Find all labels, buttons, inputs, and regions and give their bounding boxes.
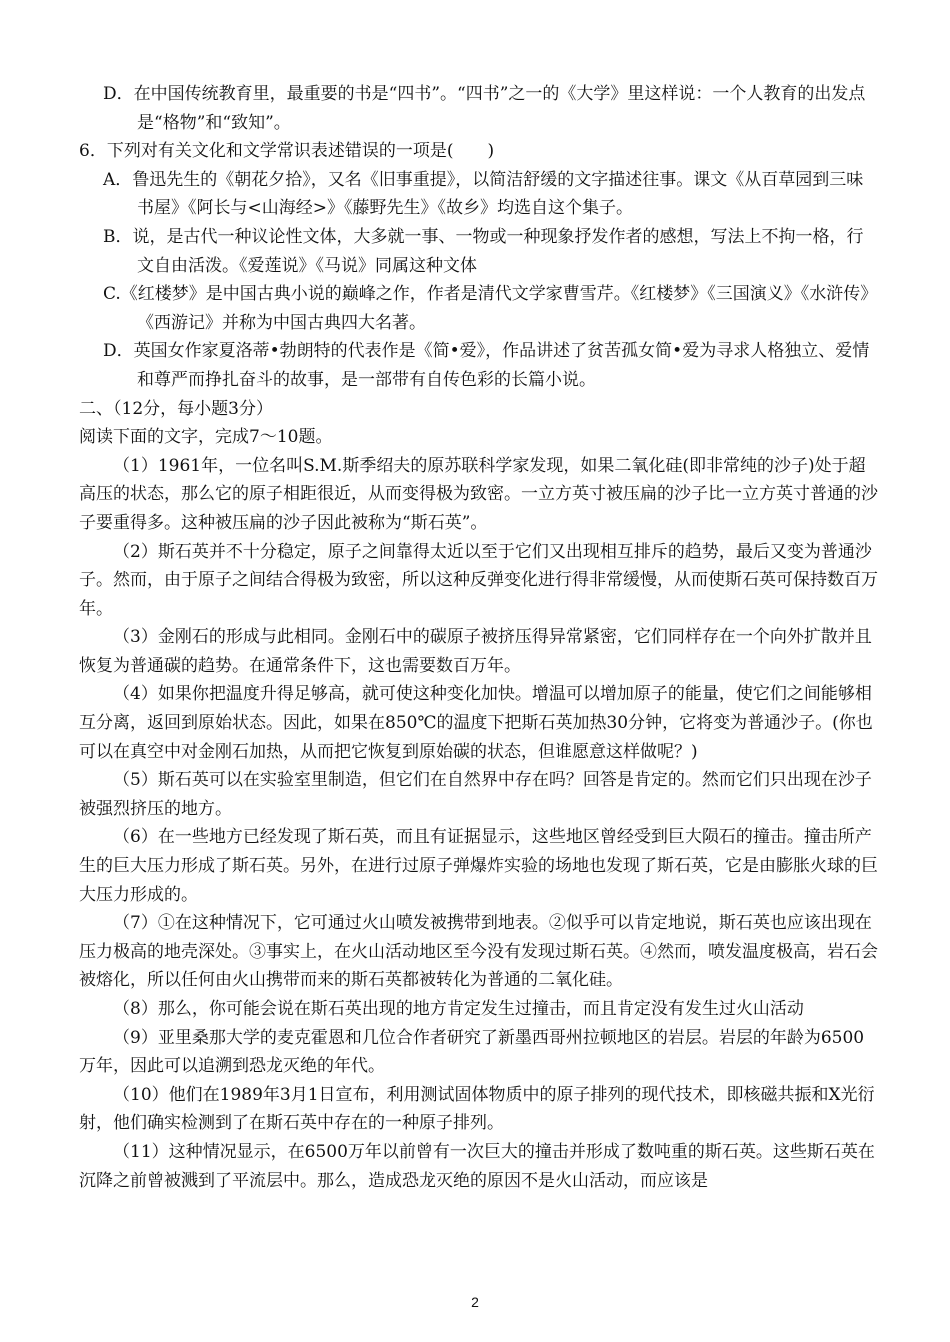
passage-paragraph-7: （7）①在这种情况下，它可通过火山喷发被携带到地表。②似乎可以肯定地说，斯石英也应该出现在压力极高的地壳深处。③事实上，在火山活动地区至今没有发现过斯石英。④然而，喷发温度极高，岩石会被熔化，所以任何由火山携带而来的斯石英都被转化为普通的二氧化硅。 [79,913,878,991]
page-number: 2 [471,1294,479,1310]
q6-option-b: B．说，是古代一种议论性文体，大多就一事、一物或一种现象抒发作者的感想，写法上不拘一格，行文自由活泼。《爱莲说》《马说》同属这种文体 [103,226,864,276]
passage-paragraph-4: （4）如果你把温度升得足够高，就可使这种变化加快。增温可以增加原子的能量，使它们之间能够相互分离，返回到原始状态。因此，如果在850℃的温度下把斯石英加热30分钟，它将变为普通沙子。(你也可以在真空中对金刚石加热，从而把它恢复到原始碳的状态，但谁愿意这样做呢？) [79,684,873,762]
exam-page-body [79,80,879,1195]
passage-paragraph-1: （1）1961年，一位名叫S.M.斯季绍夫的原苏联科学家发现，如果二氧化硅(即非常纯的沙子)处于超高压的状态，那么它的原子相距很近，从而变得极为致密。一立方英寸被压扁的沙子比一立方英寸普通的沙子要重得多。这种被压扁的沙子因此被称为“斯石英”。 [79,455,878,533]
q6-option-c: C.《红楼梦》是中国古典小说的巅峰之作，作者是清代文学家曹雪芹。《红楼梦》《三国演义》《水浒传》《西游记》并称为中国古典四大名著。 [103,284,878,333]
passage-paragraph-6: （6）在一些地方已经发现了斯石英，而且有证据显示，这些地区曾经受到巨大陨石的撞击。撞击所产生的巨大压力形成了斯石英。另外，在进行过原子弹爆炸实验的场地也发现了斯石英，它是由膨胀火球的巨大压力形成的。 [79,827,878,905]
q6-option-d: D．英国女作家夏洛蒂•勃朗特的代表作是《简•爱》，作品讲述了贫苦孤女简•爱为寻求人格独立、爱情和尊严而挣扎奋斗的故事，是一部带有自传色彩的长篇小说。 [103,341,870,390]
passage-paragraph-5: （5）斯石英可以在实验室里制造，但它们在自然界中存在吗？回答是肯定的。然而它们只出现在沙子被强烈挤压的地方。 [79,770,872,819]
q5-option-d: D．在中国传统教育里，最重要的书是“四书”。“四书”之一的《大学》里这样说：一个人教育的出发点是“格物”和“致知”。 [103,84,866,133]
passage-paragraph-9: （9）亚里桑那大学的麦克霍恩和几位合作者研究了新墨西哥州拉顿地区的岩层。岩层的年龄为6500万年，因此可以追溯到恐龙灭绝的年代。 [79,1027,865,1077]
reading-instruction: 阅读下面的文字，完成7～10题。 [79,427,333,448]
passage-paragraph-10: （10）他们在1989年3月1日宣布，利用测试固体物质中的原子排列的现代技术，即核磁共振和X光衍射，他们确实检测到了在斯石英中存在的一种原子排列。 [79,1084,875,1134]
q6-option-a: A．鲁迅先生的《朝花夕拾》，又名《旧事重提》，以简洁舒缓的文字描述往事。课文《从百草园到三味书屋》《阿长与<山海经>》《藤野先生》《故乡》均选自这个集子。 [103,169,864,219]
passage-paragraph-11: （11）这种情况显示，在6500万年以前曾有一次巨大的撞击并形成了数吨重的斯石英。这些斯石英在沉降之前曾被溅到了平流层中。那么，造成恐龙灭绝的原因不是火山活动，而应该是 [79,1141,875,1191]
question-6-stem: 6．下列对有关文化和文学常识表述错误的一项是( ) [79,141,495,162]
passage-paragraph-8: （8）那么，你可能会说在斯石英出现的地方肯定发生过撞击，而且肯定没有发生过火山活动 [113,999,804,1019]
passage-paragraph-2: （2）斯石英并不十分稳定，原子之间靠得太近以至于它们又出现相互排斥的趋势，最后又变为普通沙子。然而，由于原子之间结合得极为致密，所以这种反弹变化进行得非常缓慢，从而使斯石英可保持数百万年。 [79,541,878,619]
passage-paragraph-3: （3）金刚石的形成与此相同。金刚石中的碳原子被挤压得异常紧密，它们同样存在一个向外扩散并且恢复为普通碳的趋势。在通常条件下，这也需要数百万年。 [79,627,872,676]
section-2-heading: 二、（12分，每小题3分） [79,398,273,419]
